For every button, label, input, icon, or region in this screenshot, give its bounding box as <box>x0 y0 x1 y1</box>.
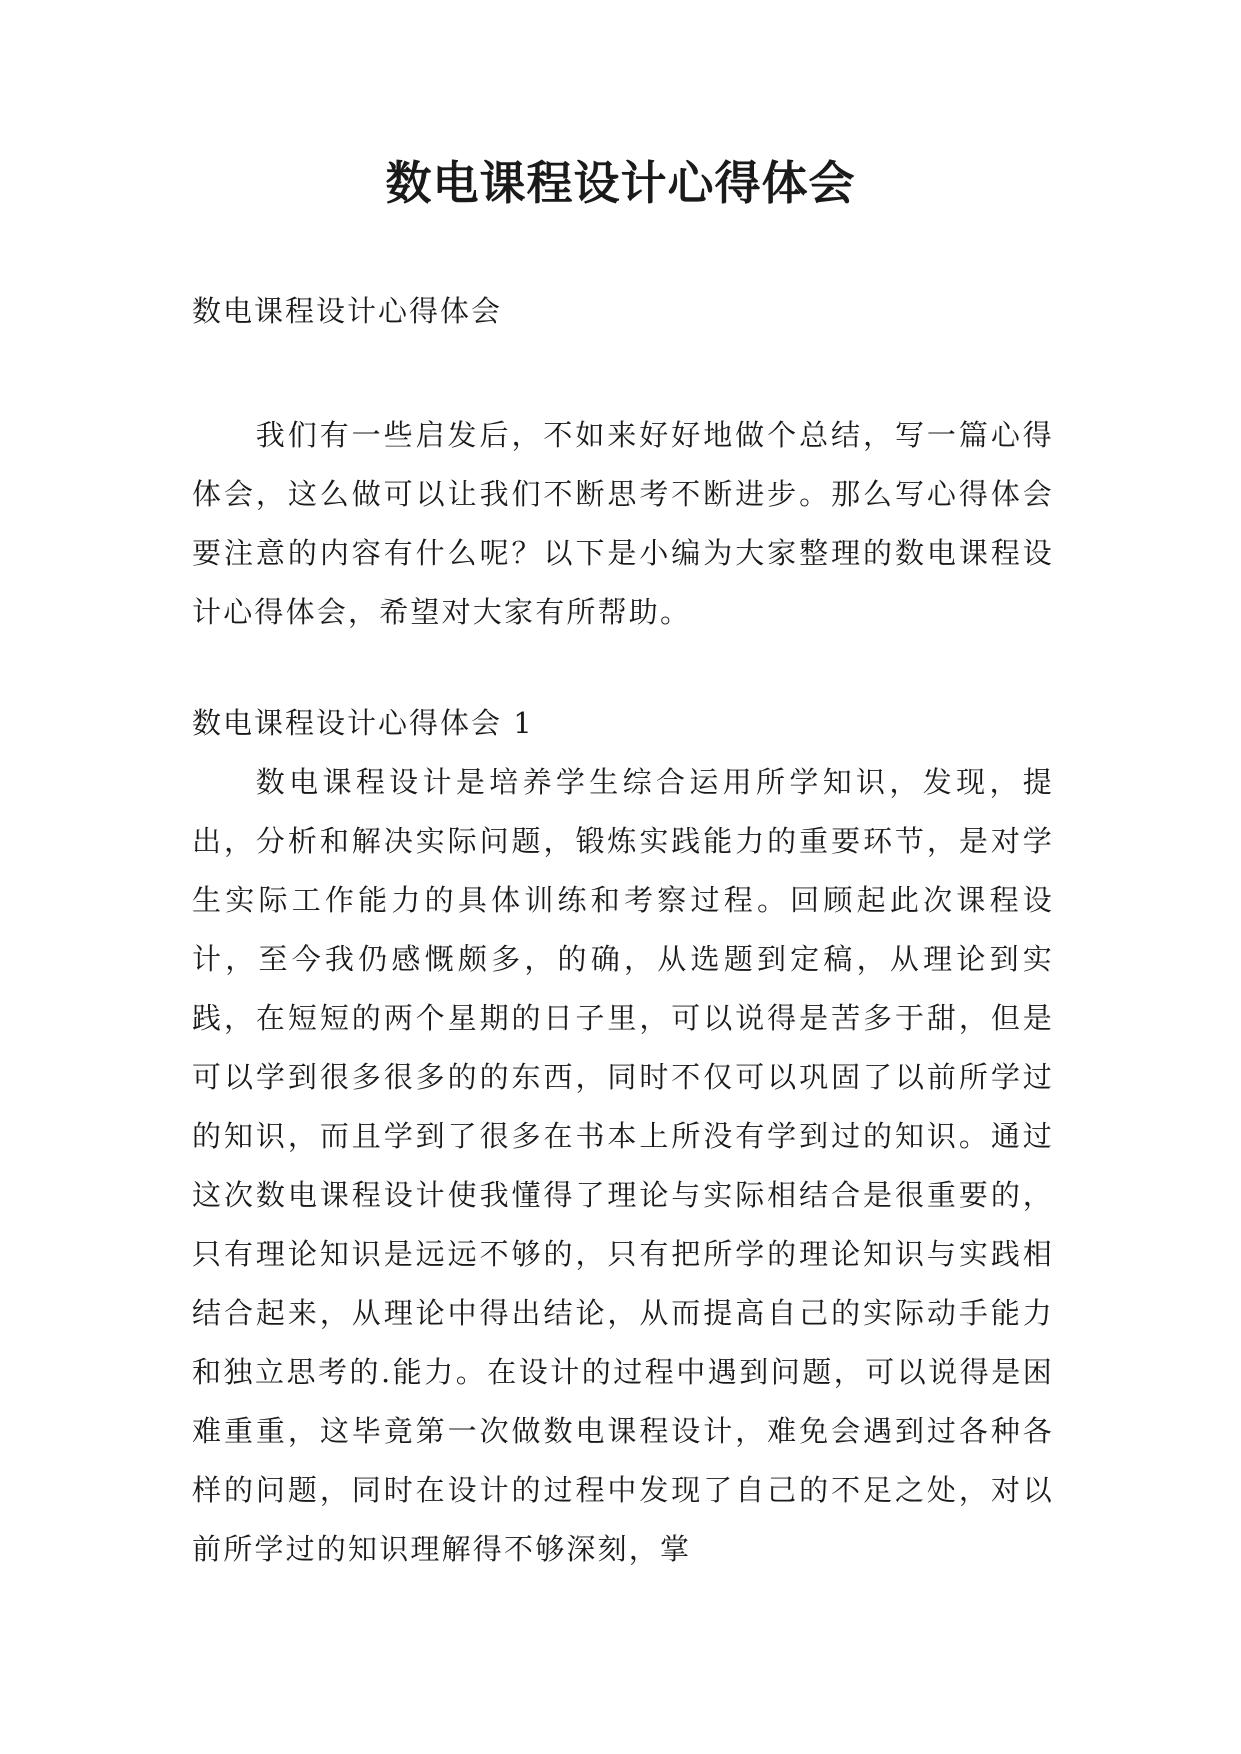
section-1-heading: 数电课程设计心得体会 1 <box>192 706 534 740</box>
document-subtitle: 数电课程设计心得体会 <box>192 294 503 328</box>
section-1-paragraph: 数电课程设计是培养学生综合运用所学知识，发现，提出，分析和解决实际问题，锻炼实践能力的重要环节，是对学生实际工作能力的具体训练和考察过程。回顾起此次课程设计，至今我仍感慨颇多，的确，从选题到定稿，从理论到实践，在短短的两个星期的日子里，可以说得是苦多于甜，但是可以学到很多很多的的东西，同时不仅可以巩固了以前所学过的知识，而且学到了很多在书本上所没有学到过的知识。通过这次数电课程设计使我懂得了理论与实际相结合是很重要的，只有理论知识是远远不够的，只有把所学的理论知识与实践相结合起来，从理论中得出结论，从而提高自己的实际动手能力和独立思考的.能力。在设计的过程中遇到问题，可以说得是困难重重，这毕竟第一次做数电课程设计，难免会遇到过各种各样的问题，同时在设计的过程中发现了自己的不足之处，对以前所学过的知识理解得不够深刻，掌 <box>192 765 1054 1566</box>
intro-paragraph: 我们有一些启发后，不如来好好地做个总结，写一篇心得体会，这么做可以让我们不断思考不断进步。那么写心得体会要注意的内容有什么呢？以下是小编为大家整理的数电课程设计心得体会，希望对大家有所帮助。 <box>192 418 1054 629</box>
document-title: 数电课程设计心得体会 <box>385 156 856 210</box>
